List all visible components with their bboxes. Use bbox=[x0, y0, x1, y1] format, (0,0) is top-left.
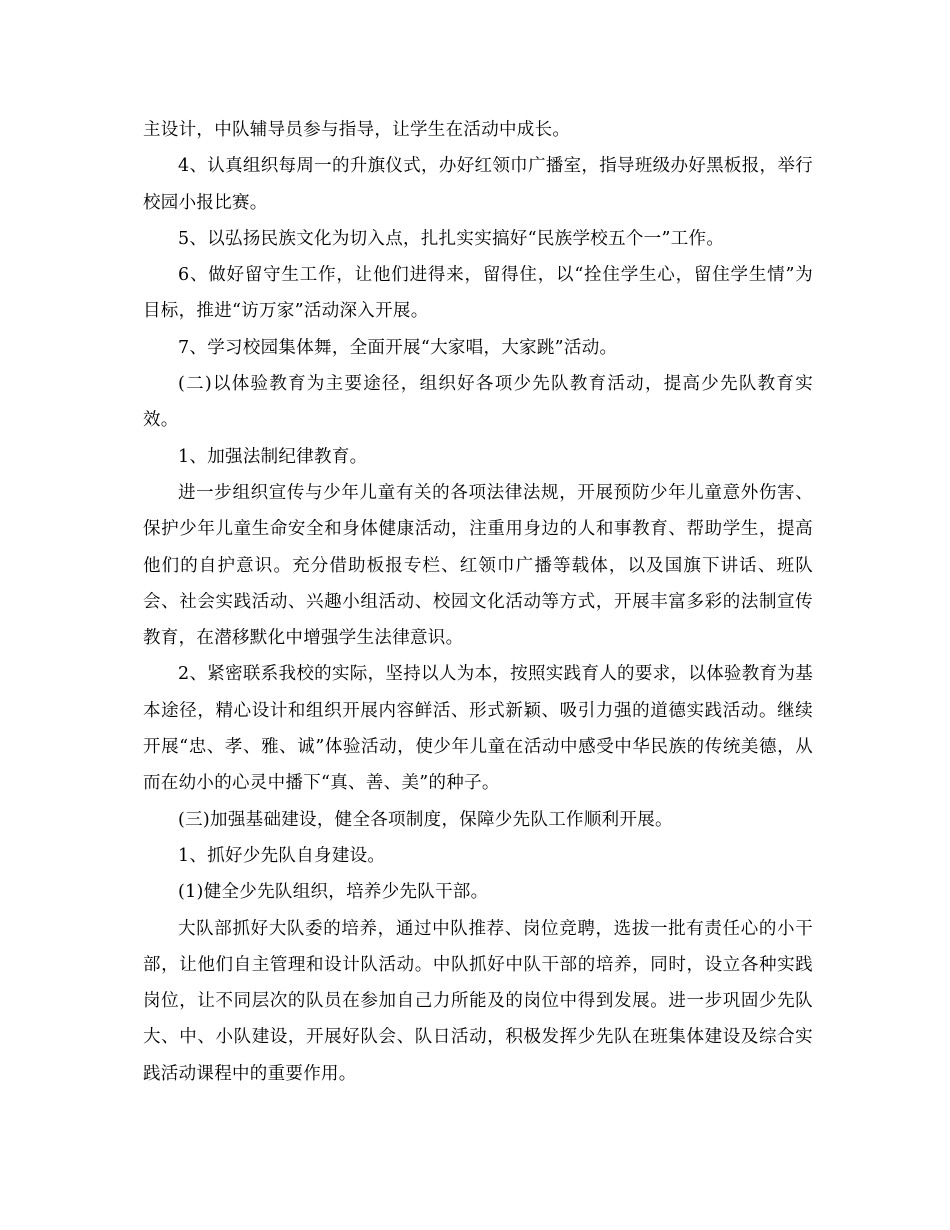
paragraph-item-1-law: 1、加强法制纪律教育。 bbox=[178, 446, 368, 467]
section-heading-3: (三)加强基础建设，健全各项制度，保障少先队工作顺利开展。 bbox=[178, 809, 673, 830]
paragraph-subitem-1: (1)健全少先队组织，培养少先队干部。 bbox=[178, 882, 489, 903]
paragraph-item-5: 5、以弘扬民族文化为切入点，扎扎实实搞好“民族学校五个一”工作。 bbox=[178, 228, 725, 249]
document-body bbox=[143, 112, 813, 1092]
paragraph-item-1-self-building: 1、抓好少先队自身建设。 bbox=[178, 845, 386, 866]
section-heading-2: (二)以体验教育为主要途径，组织好各项少先队教育活动，提高少先队教育实效。 bbox=[143, 374, 813, 431]
paragraph-item-2-moral: 2、紧密联系我校的实际，坚持以人为本，按照实践育人的要求，以体验教育为基本途径，精心设计和组织开展内容鲜活、形式新颖、吸引力强的道德实践活动。继续开展“忠、孝、雅、诚”体验活动，使少年儿童在活动中感受中华民族的传统美德，从而在幼小的心灵中播下“真、善、美”的种子。 bbox=[143, 664, 813, 794]
paragraph-cadre-training: 大队部抓好大队委的培养，通过中队推荐、岗位竞聘，选拔一批有责任心的小干部，让他们自主管理和设计队活动。中队抓好中队干部的培养，同时，设立各种实践岗位，让不同层次的队员在参加自己力所能及的岗位中得到发展。进一步巩固少先队大、中、小队建设，开展好队会、队日活动，积极发挥少先队在班集体建设及综合实践活动课程中的重要作用。 bbox=[143, 918, 813, 1084]
paragraph-item-6: 6、做好留守生工作，让他们进得来，留得住，以“拴住学生心，留住学生情”为目标，推进“访万家”活动深入开展。 bbox=[143, 265, 813, 322]
paragraph-item-7: 7、学习校园集体舞，全面开展“大家唱，大家跳”活动。 bbox=[178, 337, 618, 358]
paragraph-continuation: 主设计，中队辅导员参与指导，让学生在活动中成长。 bbox=[143, 120, 571, 140]
paragraph-item-4: 4、认真组织每周一的升旗仪式，办好红领巾广播室，指导班级办好黑板报，举行校园小报比赛。 bbox=[143, 156, 813, 213]
paragraph-law-education: 进一步组织宣传与少年儿童有关的各项法律法规，开展预防少年儿童意外伤害、保护少年儿童生命安全和身体健康活动，注重用身边的人和事教育、帮助学生，提高他们的自护意识。充分借助板报专栏、红领巾广播等载体，以及国旗下讲话、班队会、社会实践活动、兴趣小组活动、校园文化活动等方式，开展丰富多彩的法制宣传教育，在潜移默化中增强学生法律意识。 bbox=[143, 482, 813, 649]
